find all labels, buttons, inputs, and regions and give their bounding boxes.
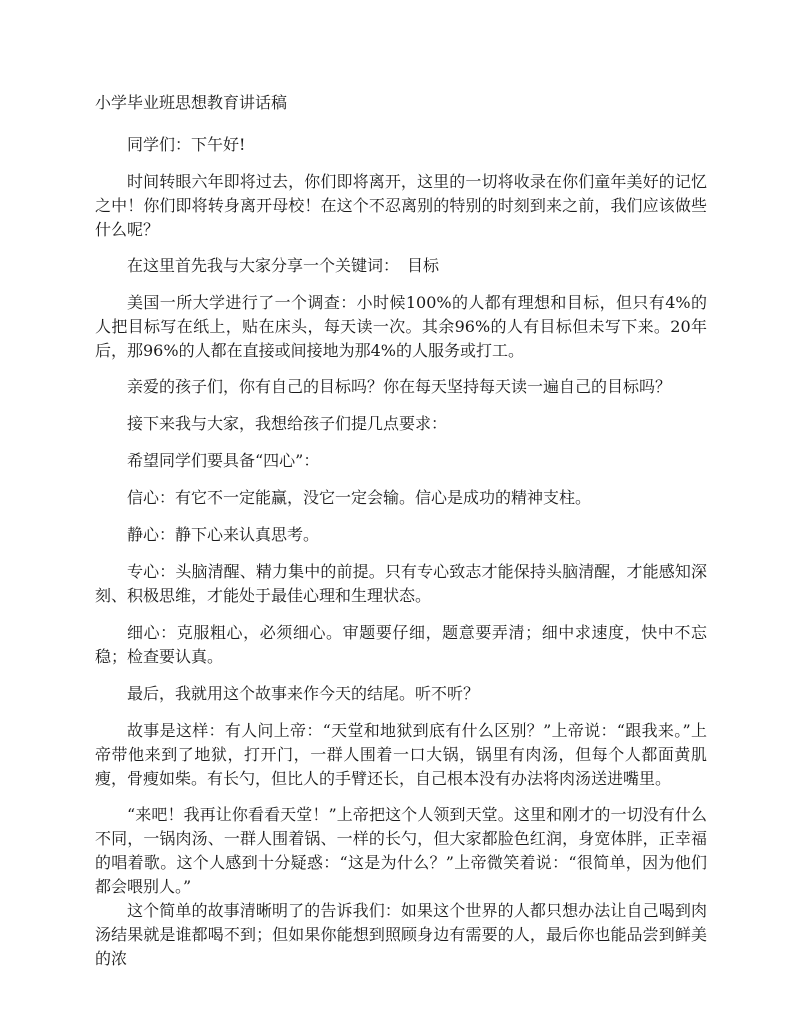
closing-paragraph: 最后，我就用这个故事来作今天的结尾。听不听？ bbox=[127, 684, 480, 703]
moral-paragraph: 这个简单的故事清晰明了的告诉我们：如果这个世界的人都只想办法让自己喝到肉汤结果就是谁都喝不到；但如果你能想到照顾身边有需要的人，最后你也能品尝到鲜美的浓 bbox=[95, 901, 707, 968]
heaven-paragraph: “来吧！我再让你看看天堂！”上帝把这个人领到天堂。这里和刚才的一切没有什么不同，一锅肉汤、一群人围着锅、一样的长勺，但大家都脸色红润，身宽体胖，正幸福的唱着歌。这个人感到十分疑惑：“这是为什么？”上帝微笑着说：“很简单，因为他们都会喂别人。” bbox=[95, 805, 707, 896]
focus-paragraph: 专心：头脑清醒、精力集中的前提。只有专心致志才能保持头脑清醒，才能感知深刻、积极思维，才能处于最佳心理和生理状态。 bbox=[95, 562, 707, 605]
survey-paragraph: 美国一所大学进行了一个调查：小时候100%的人都有理想和目标，但只有4%的人把目标写在纸上，贴在床头，每天读一次。其余96%的人有目标但未写下来。20年后，那96%的人都在直接或间接地为那4%的人服务或打工。 bbox=[95, 293, 707, 360]
confidence-paragraph: 信心：有它不一定能赢，没它一定会输。信心是成功的精神支柱。 bbox=[127, 488, 592, 507]
story-paragraph: 故事是这样：有人问上帝：“天堂和地狱到底有什么区别？”上帝说：“跟我来。”上帝带他来到了地狱，打开门，一群人围着一口大锅，锅里有肉汤，但每个人都面黄肌瘦，骨瘦如柴。有长勺，但比人的手臂还长，自己根本没有办法将肉汤送进嘴里。 bbox=[95, 721, 707, 788]
careful-paragraph: 细心：克服粗心，必须细心。审题要仔细，题意要弄清；细中求速度，快中不忘稳；检查要认真。 bbox=[95, 623, 707, 666]
intro-paragraph: 时间转眼六年即将过去，你们即将离开，这里的一切将收录在你们童年美好的记忆之中！你们即将转身离开母校！在这个不忍离别的特别的时刻到来之前，我们应该做些什么呢？ bbox=[95, 172, 707, 239]
four-hearts-paragraph: 希望同学们要具备“四心”： bbox=[127, 451, 320, 470]
calm-paragraph: 静心：静下心来认真思考。 bbox=[127, 525, 320, 544]
greeting-paragraph: 同学们：下午好! bbox=[127, 135, 246, 154]
question-paragraph: 亲爱的孩子们，你有自己的目标吗？你在每天坚持每天读一遍自己的目标吗？ bbox=[127, 377, 672, 396]
keyword-paragraph: 在这里首先我与大家分享一个关键词： 目标 bbox=[127, 256, 440, 275]
requirements-paragraph: 接下来我与大家，我想给孩子们提几点要求： bbox=[127, 414, 448, 433]
document-title: 小学毕业班思想教育讲话稿 bbox=[95, 93, 288, 112]
